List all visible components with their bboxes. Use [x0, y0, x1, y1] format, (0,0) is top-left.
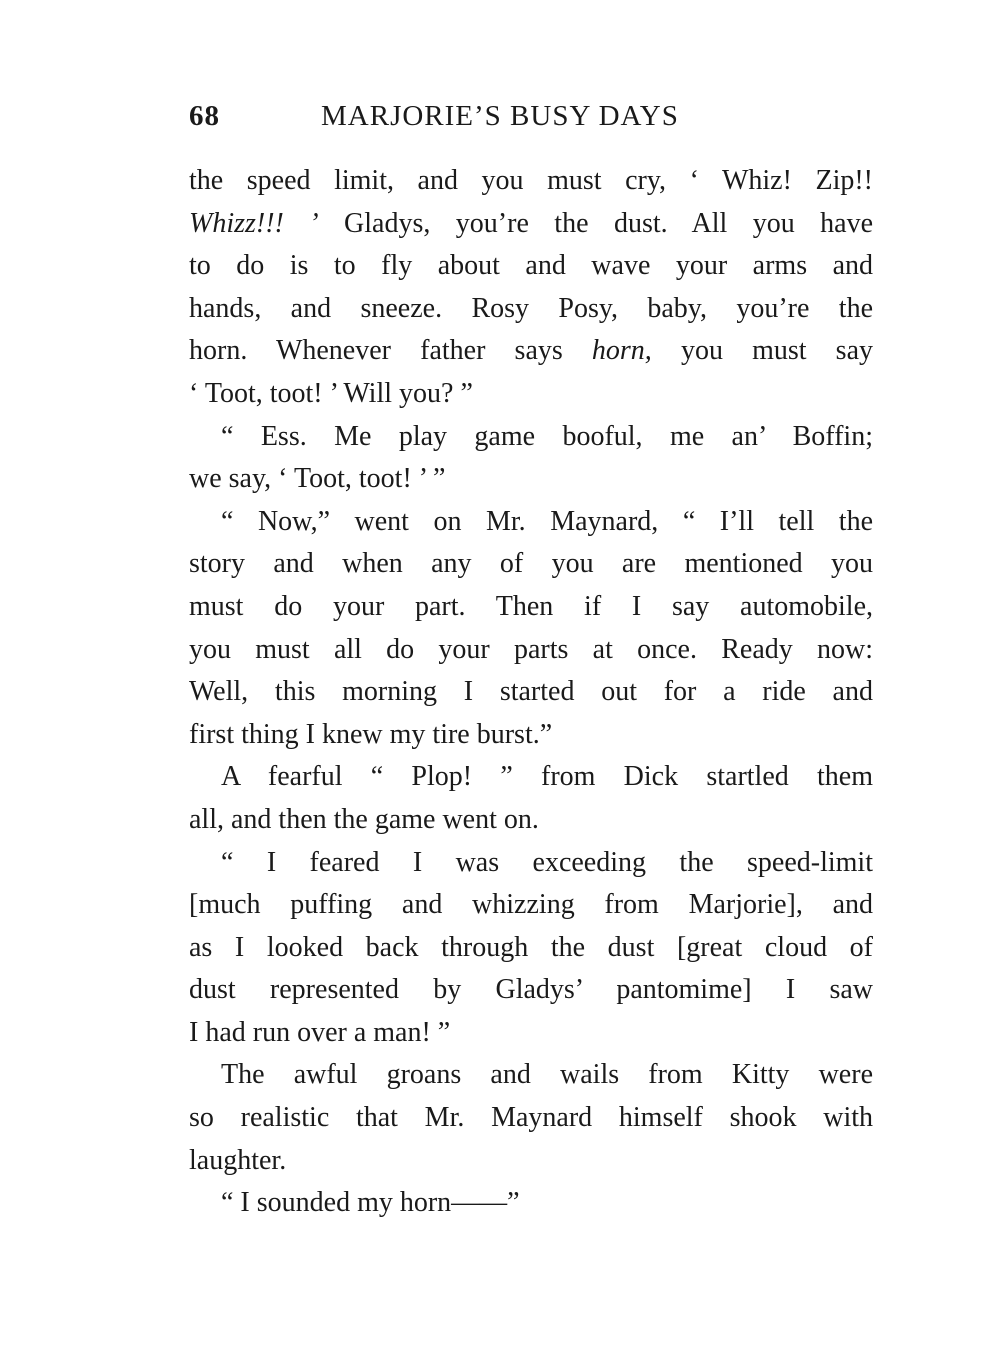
text-line: the speed limit, and you must cry, ‘ Whiz! Zip!! — [189, 165, 873, 196]
text-line: Well, this morning I started out for a ride and — [189, 676, 873, 708]
text-line: ‘ Toot, toot! ’ Will you? ” — [189, 377, 473, 409]
text-line: “ Now,” went on Mr. Maynard, “ I’ll tell the — [221, 505, 873, 537]
text-line: story and when any of you are mentioned you — [189, 548, 873, 580]
text-line: so realistic that Mr. Maynard himself shook with — [189, 1102, 873, 1134]
text-line: we say, ‘ Toot, toot! ’ ” — [189, 463, 446, 495]
text-line: The awful groans and wails from Kitty were — [221, 1059, 873, 1091]
text-line: “ I sounded my horn——” — [221, 1187, 520, 1219]
running-head — [189, 100, 873, 140]
text-line: hands, and sneeze. Rosy Posy, baby, you’re the — [189, 292, 873, 324]
text-line: dust represented by Gladys’ pantomime] I saw — [189, 974, 873, 1006]
text-line: “ I feared I was exceeding the speed-limit — [221, 846, 873, 878]
text-line: “ Ess. Me play game booful, me an’ Boffin; — [221, 420, 873, 452]
page-number: 68 — [189, 100, 220, 132]
text-line: horn. Whenever father says horn, you must say — [189, 335, 873, 367]
text-line: I had run over a man! ” — [189, 1016, 451, 1048]
text-line: A fearful “ Plop! ” from Dick startled them — [221, 761, 873, 793]
text-line: to do is to fly about and wave your arms and — [189, 250, 873, 282]
text-line: first thing I knew my tire burst.” — [189, 718, 553, 750]
text-line: [much puffing and whizzing from Marjorie], and — [189, 889, 873, 921]
text-line: as I looked back through the dust [great cloud of — [189, 931, 873, 963]
book-title: MARJORIE’S BUSY DAYS — [321, 100, 679, 132]
text-line: Whizz!!! ’ Gladys, you’re the dust. All you have — [189, 207, 873, 239]
text-line: laughter. — [189, 1144, 287, 1176]
text-line: all, and then the game went on. — [189, 803, 539, 835]
text-line: you must all do your parts at once. Ready now: — [189, 633, 873, 665]
text-line: must do your part. Then if I say automobile, — [189, 590, 873, 622]
body-text — [189, 160, 873, 1225]
